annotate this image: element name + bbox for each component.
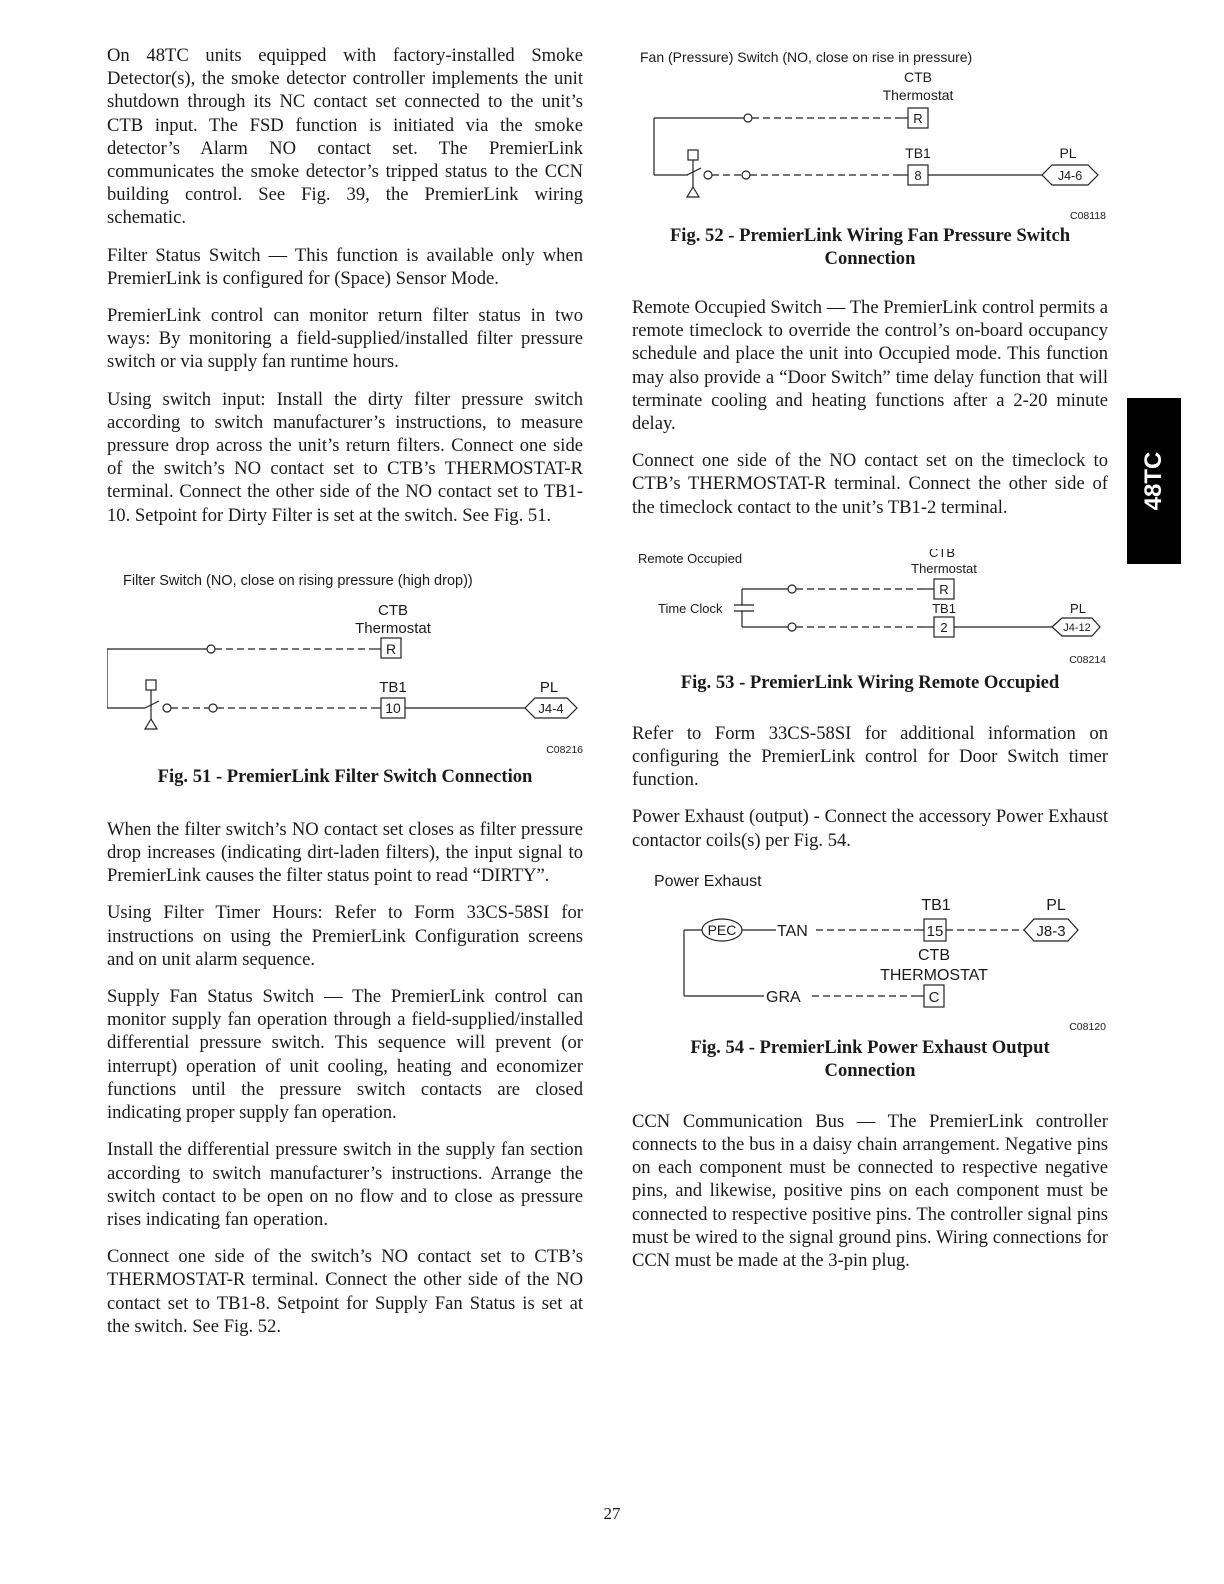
fig51-header: Filter Switch (NO, close on rising pressure (high drop)) (123, 572, 473, 589)
fig54-wire-gra: GRA (766, 988, 801, 1006)
fig54-header: Power Exhaust (654, 872, 762, 890)
paragraph: When the filter switch’s NO contact set closes as filter pressure drop increases (indicating dirt-laden filters), the input signal to PremierLink causes the filter status point to read “DIRTY”. (107, 818, 583, 887)
pressure-switch-icon (145, 680, 171, 729)
fig54-wire-tan: TAN (777, 922, 808, 940)
fig52-connector-label: J4-6 (1057, 169, 1083, 183)
fig54-connector-label: J8-3 (1036, 922, 1066, 940)
fig52-pl-label: PL (1059, 145, 1077, 161)
fig53-device-label: Time Clock (658, 600, 723, 616)
fig53-terminal-tb-label: 2 (940, 619, 948, 635)
paragraph: CCN Communication Bus — The PremierLink controller connects to the bus in a daisy chain arrangement. Negative pins on each component must be connected to respective negative pins, and likewise, positive pins on each component must be connected to respective positive pins. The controller signal pins must be wired to the signal ground pins. Wiring connections for CCN must be made at the 3-pin plug. (632, 1110, 1108, 1272)
time-clock-contact-icon (734, 589, 754, 627)
fig54-pl-label: PL (1046, 896, 1066, 914)
fig54-title-line1: Fig. 54 - PremierLink Power Exhaust Output (690, 1036, 1050, 1058)
paragraph: PremierLink control can monitor return filter status in two ways: By monitoring a field-supplied/installed filter pressure switch or via supply fan runtime hours. (107, 305, 583, 373)
side-tab (1127, 398, 1181, 564)
paragraph: Connect one side of the NO contact set on the timeclock to CTB’s THERMOSTAT-R terminal. Connect the other side of the timeclock contact to the unit’s TB1-2 terminal. (632, 450, 1108, 518)
fig52-title-line1: Fig. 52 - PremierLink Wiring Fan Pressure Switch (669, 225, 1071, 246)
paragraph: Connect one side of the switch’s NO contact set to CTB’s THERMOSTAT-R terminal. Connect the other side of the NO contact set to TB1-8. Setpoint for Supply Fan Status is set at the switch. See Fig. 52. (107, 1246, 583, 1337)
fig52-header: Fan (Pressure) Switch (NO, close on rise in pressure) (640, 49, 973, 65)
left-column (107, 44, 583, 1352)
fig53-pl-label: PL (1070, 600, 1086, 616)
figure-52 (632, 48, 1108, 270)
paragraph: Install the differential pressure switch in the supply fan section according to switch manufacturer’s instructions. Arrange the switch contact to be open on no flow and to close as pressure rises indicating fan operation. (107, 1139, 583, 1230)
right-column (632, 48, 1108, 1286)
fig54-pec-label: PEC (707, 921, 737, 938)
fig54-ctb-label: CTB (918, 946, 950, 964)
fig52-thermostat-label: Thermostat (882, 87, 954, 103)
fig51-title: Fig. 51 - PremierLink Filter Switch Connection (157, 765, 533, 787)
pressure-switch-icon (687, 150, 712, 197)
figure-53 (632, 549, 1108, 694)
fig52-terminal-r-label: R (913, 111, 923, 126)
fig54-title-line2: Connection (824, 1059, 916, 1081)
fig51-code: C08216 (546, 743, 583, 756)
fig53-code: C08214 (1069, 653, 1106, 666)
fig51-ctb-label: CTB (378, 601, 408, 619)
paragraph: Supply Fan Status Switch — The PremierLink control can monitor supply fan operation through a field-supplied/installed differential pressure switch. This sequence will prevent (or interrupt) operation of unit cooling, heating and economizer functions until the pressure switch contacts are closed indicating proper supply fan operation. (107, 986, 583, 1124)
fig53-title: Fig. 53 - PremierLink Wiring Remote Occupied (680, 671, 1060, 693)
fig54-terminal-c-label: C (928, 988, 940, 1006)
paragraph: Using switch input: Install the dirty filter pressure switch according to switch manufacturer’s instructions, to measure pressure drop across the unit’s return filters. Connect one side of the switch’s NO contact set to CTB’s THERMOSTAT-R terminal. Connect the other side of the NO contact set to TB1-10. Setpoint for Dirty Filter is set at the switch. See Fig. 51. (107, 388, 583, 526)
fig53-ctb-label: CTB (929, 548, 955, 560)
fig51-pl-label: PL (539, 678, 559, 696)
fig53-connector-label: J4-12 (1063, 621, 1091, 634)
fig53-tb1-label: TB1 (932, 600, 956, 616)
fig53-terminal-r-label: R (939, 581, 949, 597)
power-exhaust-diagram (632, 866, 1108, 1036)
side-tab-label: 48TC (1140, 451, 1167, 511)
remote-occupied-diagram (632, 549, 1108, 675)
paragraph: Refer to Form 33CS-58SI for additional information on configuring the PremierLink control for Door Switch timer function. (632, 722, 1108, 791)
fig51-thermostat-label: Thermostat (355, 619, 431, 637)
paragraph: On 48TC units equipped with factory-installed Smoke Detector(s), the smoke detector controller implements the unit shutdown through its NC contact set connected to the unit’s CTB input. The FSD function is initiated via the smoke detector’s Alarm NO contact set. The PremierLink communicates the smoke detector’s tripped status to the CCN building control. See Fig. 39, the PremierLink wiring schematic. (107, 45, 583, 229)
fig54-thermostat-label: THERMOSTAT (880, 966, 988, 984)
paragraph: Power Exhaust (output) - Connect the accessory Power Exhaust contactor coils(s) per Fig. 54. (632, 806, 1108, 851)
fan-pressure-switch-diagram (632, 48, 1108, 224)
fig52-code: C08118 (1069, 210, 1106, 222)
fig52-terminal-tb-label: 8 (914, 168, 922, 183)
fig52-ctb-label: CTB (904, 69, 932, 85)
fig51-connector-label: J4-4 (538, 700, 564, 716)
figure-51 (107, 571, 583, 788)
fig52-title-line2: Connection (824, 248, 916, 269)
page-number: 27 (603, 1504, 621, 1523)
filter-switch-diagram (107, 571, 583, 767)
fig53-header: Remote Occupied (638, 550, 743, 566)
paragraph: Using Filter Timer Hours: Refer to Form 33CS-58SI for instructions on using the PremierLink Configuration screens and on unit alarm sequence. (107, 902, 583, 970)
fig51-tb1-label: TB1 (379, 678, 407, 696)
figure-54 (632, 866, 1108, 1082)
fig53-thermostat-label: Thermostat (911, 560, 977, 576)
fig52-tb1-label: TB1 (905, 145, 931, 161)
paragraph: Remote Occupied Switch — The PremierLink control permits a remote timeclock to override the control’s on-board occupancy schedule and place the unit into Occupied mode. This function may also provide a “Door Switch” time delay function that will terminate cooling and heating functions after a 2-20 minute delay. (632, 297, 1108, 435)
fig51-terminal-tb-label: 10 (385, 699, 401, 716)
fig51-terminal-r-label: R (385, 640, 397, 657)
fig54-code: C08120 (1069, 1020, 1106, 1033)
paragraph: Filter Status Switch — This function is available only when PremierLink is configured for (Space) Sensor Mode. (107, 244, 583, 289)
fig54-tb1-label: TB1 (921, 896, 951, 914)
fig54-terminal-tb-label: 15 (926, 922, 944, 940)
